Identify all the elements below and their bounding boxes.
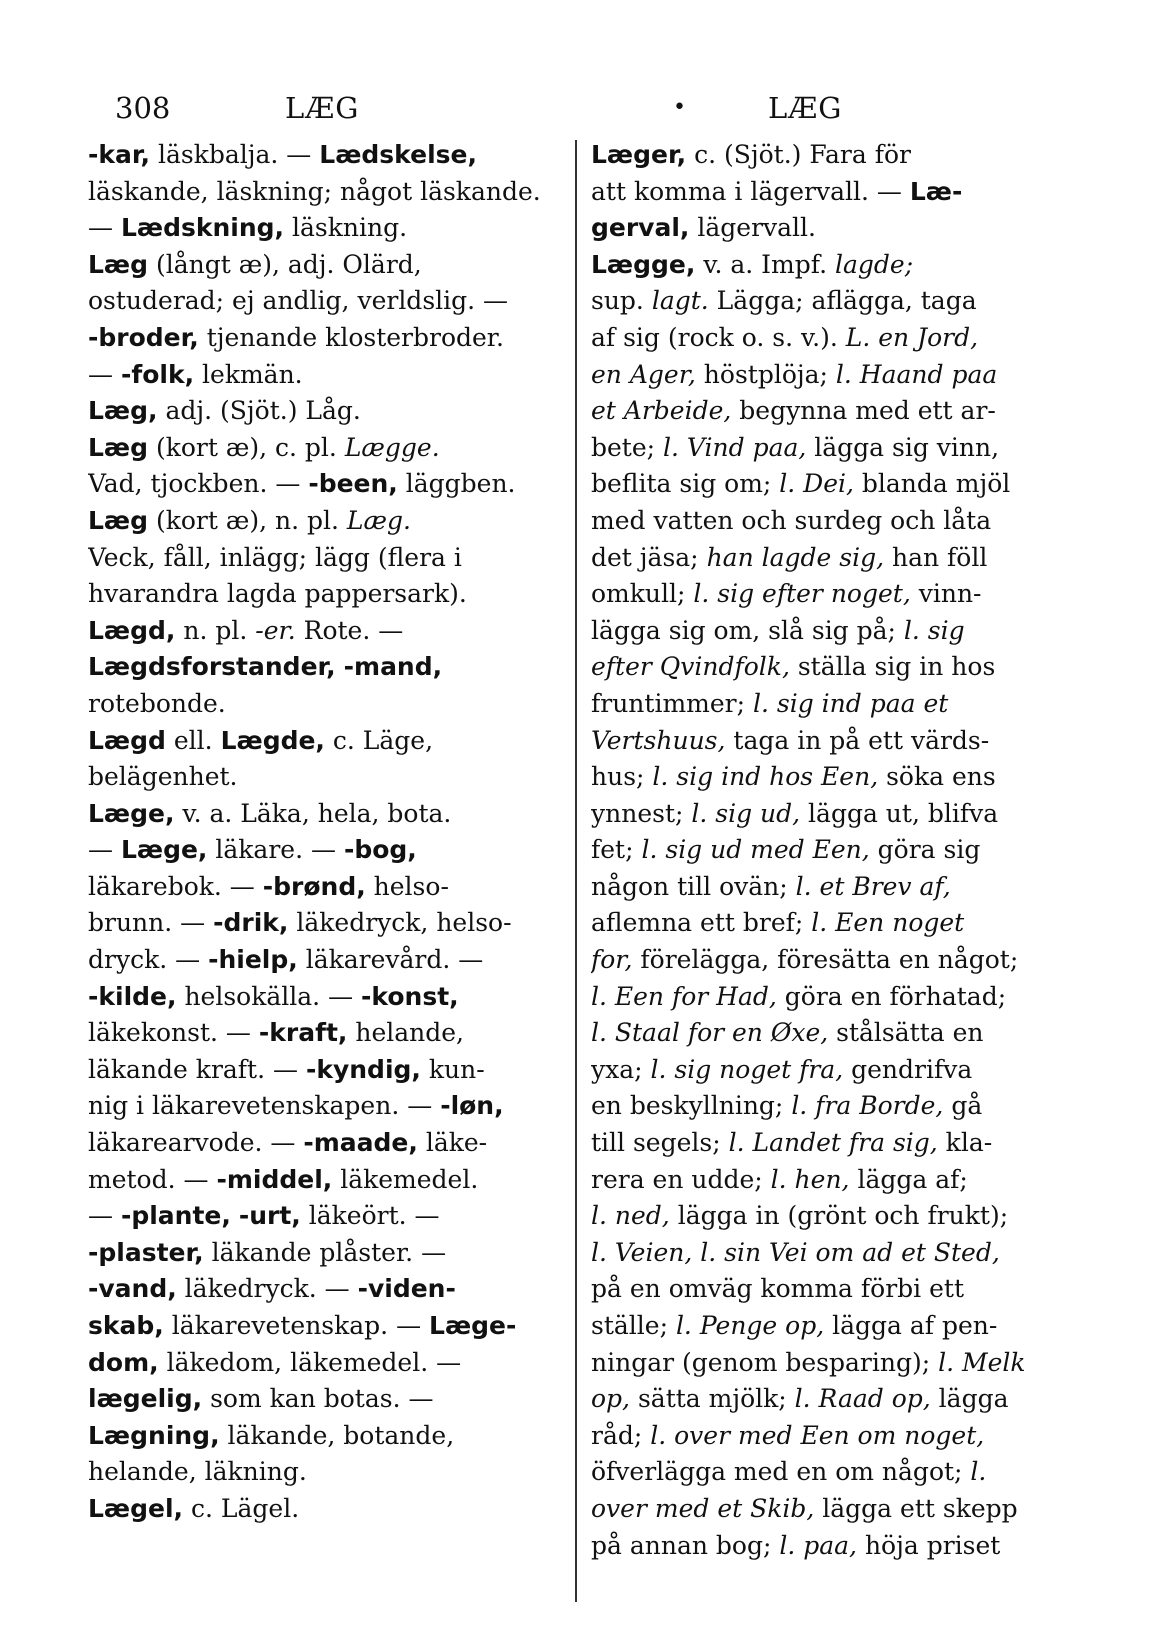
dictionary-line [88, 357, 563, 394]
definition-text: ell. [165, 725, 221, 755]
definition-text: ställa sig in hos [789, 652, 996, 682]
italic-phrase: l. fra Borde, [791, 1091, 944, 1121]
definition-text: höstplöja; [695, 359, 836, 389]
dictionary-line [591, 540, 1073, 577]
definition-text: dryck. — [88, 945, 209, 975]
dictionary-line [88, 1162, 563, 1199]
dictionary-line [591, 466, 1073, 503]
dictionary-line [591, 1345, 1073, 1382]
italic-phrase: l. Veien, [591, 1237, 693, 1267]
definition-text: rotebonde. [88, 688, 226, 718]
italic-phrase: l. over med Een om noget, [650, 1420, 985, 1450]
definition-text: nig i läkarevetenskapen. — [88, 1091, 441, 1121]
definition-text: han föll [884, 542, 988, 572]
definition-text: en beskyllning; [591, 1091, 792, 1121]
dictionary-line [591, 723, 1073, 760]
definition-text: gå [943, 1091, 983, 1121]
dictionary-line [591, 979, 1073, 1016]
definition-text: att komma i lägervall. — [591, 176, 910, 206]
headword: Lægde, [220, 725, 325, 755]
italic-phrase: -er. [255, 615, 296, 645]
definition-text: på annan bog; [591, 1530, 780, 1560]
definition-text: på en omväg komma förbi ett [591, 1274, 964, 1304]
headword: -middel, [216, 1164, 333, 1194]
definition-text: till segels; [591, 1128, 729, 1158]
headword: Læg [88, 505, 149, 535]
dictionary-line [591, 686, 1073, 723]
definition-text: ställe; [591, 1311, 676, 1340]
headword: -brønd, [262, 871, 366, 901]
definition-text: omkull; [591, 579, 694, 609]
dictionary-line [88, 759, 563, 796]
italic-phrase: lagt. [651, 286, 709, 316]
headword: dom, [88, 1347, 159, 1377]
definition-text: taga in på ett värds- [725, 725, 990, 755]
right-column [591, 137, 1073, 1564]
dictionary-line [88, 1454, 563, 1491]
headword: -vand, [88, 1274, 177, 1304]
definition-text: läkarebok. — [88, 871, 263, 901]
dictionary-line [88, 723, 563, 760]
dictionary-line [591, 1088, 1073, 1125]
definition-text: som kan botas. — [202, 1384, 434, 1414]
headword: -mand, [343, 652, 443, 682]
definition-text: helso- [365, 871, 449, 901]
italic-phrase: l. [970, 1457, 987, 1487]
definition-text: hvarandra lagda pappersark). [88, 579, 467, 609]
definition-text: hus; [591, 762, 653, 792]
definition-text: sätta mjölk; [630, 1384, 795, 1414]
definition-text: läskande, läskning; något läskande. [88, 176, 541, 206]
headword: -kraft, [258, 1018, 348, 1048]
definition-text: helsokälla. — [176, 981, 362, 1011]
italic-phrase: l. sig ud med Een, [641, 835, 870, 865]
definition-text: aflemna ett bref; [591, 908, 812, 938]
running-head-left: LÆG [285, 91, 360, 125]
definition-text: läkekonst. — [88, 1018, 259, 1048]
definition-text: ostuderad; ej andlig, verldslig. — [88, 286, 509, 316]
headword: -plaster, [88, 1237, 204, 1267]
headword: Læg [88, 432, 149, 462]
definition-text: lägga ut, blifva [800, 798, 999, 828]
dictionary-line [591, 759, 1073, 796]
dictionary-line [88, 1418, 563, 1455]
dictionary-line [88, 1052, 563, 1089]
definition-text: stålsätta en [828, 1018, 984, 1048]
definition-text: lägga [930, 1384, 1009, 1414]
headword: Lægdsforstander, [88, 652, 336, 682]
dictionary-line [591, 320, 1073, 357]
dictionary-line [88, 1381, 563, 1418]
headword: -kilde, [88, 981, 177, 1011]
definition-text: beflita sig om; [591, 469, 780, 499]
dictionary-line [88, 1198, 563, 1235]
dictionary-line [591, 283, 1073, 320]
dictionary-line [88, 503, 563, 540]
dictionary-line [88, 1491, 563, 1528]
headword: Lægd [88, 725, 166, 755]
definition-text: lägga ett skepp [814, 1493, 1018, 1523]
italic-phrase: l. Melk [938, 1347, 1026, 1377]
definition-text: läskning. [284, 213, 408, 243]
dictionary-line [88, 320, 563, 357]
dictionary-line [88, 832, 563, 869]
definition-text: läkemedel. [332, 1164, 479, 1194]
dictionary-line [88, 1015, 563, 1052]
headword: -hielp, [208, 945, 298, 975]
definition-text: adj. (Sjöt.) Låg. [157, 396, 361, 426]
header-mark: • [673, 95, 686, 120]
definition-text: — [88, 213, 121, 243]
dictionary-line [591, 210, 1073, 247]
dictionary-line [88, 1345, 563, 1382]
dictionary-line [591, 1454, 1073, 1491]
dictionary-line [591, 613, 1073, 650]
italic-phrase: l. Vind paa, [663, 432, 807, 462]
dictionary-line [591, 869, 1073, 906]
definition-text: v. a. Impf. [695, 249, 836, 279]
headword: Læge, [88, 798, 175, 828]
definition-text: Lägga; aflägga, taga [708, 286, 977, 316]
dictionary-line [591, 357, 1073, 394]
definition-text: läggben. [397, 469, 516, 499]
definition-text: — [88, 1201, 121, 1231]
definition-text: (långt æ), adj. Olärd, [148, 249, 422, 279]
definition-text: sup. [591, 286, 652, 316]
definition-text: ningar (genom besparing); [591, 1347, 939, 1377]
dictionary-line [591, 1052, 1073, 1089]
definition-text: c. Läge, [324, 725, 434, 755]
headword: Læg [88, 249, 149, 279]
dictionary-line [88, 210, 563, 247]
italic-phrase: l. Dei, [779, 469, 854, 499]
definition-text: lägervall. [689, 213, 816, 243]
italic-phrase: han lagde sig, [706, 542, 885, 572]
definition-text: läkarevård. — [297, 945, 484, 975]
dictionary-line [88, 1235, 563, 1272]
definition-text: läkande, botande, [219, 1420, 455, 1450]
headword: Lægel, [88, 1493, 184, 1523]
headword: -løn, [440, 1091, 504, 1121]
italic-phrase: l. hen, [770, 1164, 850, 1194]
italic-phrase: for, [591, 945, 633, 975]
definition-text: läkedryck. — [176, 1274, 358, 1304]
definition-text: läkedom, läkemedel. — [158, 1347, 462, 1377]
headword: -konst, [361, 981, 459, 1011]
dictionary-line [591, 247, 1073, 284]
headword: -been, [308, 469, 398, 499]
dictionary-line [591, 1162, 1073, 1199]
definition-text: fet; [591, 835, 642, 865]
italic-phrase: l. sin Vei om ad et Sted, [700, 1237, 1000, 1267]
definition-text: fruntimmer; [591, 688, 753, 718]
definition-text: tjenande klosterbroder. [198, 322, 504, 352]
headword: Læge- [429, 1311, 517, 1340]
italic-phrase: l. sig ind hos Een, [652, 762, 879, 792]
headword: Lægd, [88, 615, 176, 645]
definition-text: höja priset [857, 1530, 1001, 1560]
dictionary-line [88, 869, 563, 906]
headword: -urt, [238, 1201, 301, 1231]
dictionary-line [591, 832, 1073, 869]
italic-phrase: lagde; [835, 249, 914, 279]
dictionary-line [88, 1125, 563, 1162]
definition-text: läkedryck, helso- [288, 908, 512, 938]
definition-text: belägenhet. [88, 762, 238, 792]
column-divider [575, 140, 577, 1602]
italic-phrase: Lægge. [344, 432, 440, 462]
headword: Lædskning, [120, 213, 285, 243]
dictionary-line [88, 393, 563, 430]
italic-phrase: l. Penge op, [675, 1311, 825, 1340]
definition-text: läke- [417, 1128, 488, 1158]
definition-text: bete; [591, 432, 664, 462]
italic-phrase: l. Landet fra sig, [728, 1128, 938, 1158]
italic-phrase: en Ager, [591, 359, 696, 389]
italic-phrase: l. paa, [779, 1530, 857, 1560]
dictionary-line [591, 430, 1073, 467]
definition-text: kun- [420, 1054, 485, 1084]
definition-text: kla- [937, 1128, 993, 1158]
italic-phrase: l. et Brev af, [795, 871, 951, 901]
italic-phrase: Vertshuus, [591, 725, 726, 755]
dictionary-line [88, 540, 563, 577]
dictionary-line [591, 137, 1073, 174]
definition-text: (kort æ), c. pl. [148, 432, 345, 462]
definition-text: med vatten och surdeg och låta [591, 505, 992, 535]
dictionary-line [88, 979, 563, 1016]
definition-text: någon till ovän; [591, 871, 796, 901]
definition-text: rera en udde; [591, 1164, 771, 1194]
italic-phrase: l. Raad op, [794, 1384, 931, 1414]
definition-text: blanda mjöl [853, 469, 1011, 499]
headword: -kar, [88, 140, 151, 169]
headword: -drik, [213, 908, 289, 938]
definition-text [231, 1201, 239, 1230]
headword: lægelig, [88, 1384, 203, 1414]
dictionary-line [88, 247, 563, 284]
headword: gerval, [591, 213, 690, 243]
definition-text: lekmän. [194, 359, 303, 389]
italic-phrase: l. Staal for en Øxe, [591, 1018, 829, 1048]
definition-text: läkande plåster. — [203, 1237, 447, 1267]
definition-text: c. (Sjöt.) Fara för [686, 140, 911, 169]
headword: Lægning, [88, 1420, 220, 1450]
definition-text: — [88, 359, 121, 389]
italic-phrase: l. Een for Had, [591, 981, 777, 1011]
italic-phrase: L. en Jord, [845, 322, 979, 352]
dictionary-line [591, 1271, 1073, 1308]
definition-text: läkare. — [207, 835, 344, 865]
dictionary-line [591, 649, 1073, 686]
dictionary-line [591, 1198, 1073, 1235]
dictionary-line [88, 796, 563, 833]
dictionary-line [591, 174, 1073, 211]
headword: Lædskelse, [319, 140, 477, 169]
definition-text: helande, [347, 1018, 464, 1048]
definition-text: n. pl. [175, 615, 256, 645]
dictionary-line [591, 1015, 1073, 1052]
italic-phrase: l. sig ind paa et [752, 688, 949, 718]
running-head-right: LÆG [768, 91, 843, 125]
headword: Læge, [120, 835, 208, 865]
left-column [88, 137, 563, 1528]
italic-phrase: l. sig efter noget, [693, 579, 911, 609]
dictionary-line [88, 283, 563, 320]
definition-text: göra sig [869, 835, 981, 865]
dictionary-line [591, 942, 1073, 979]
headword: Læ- [909, 176, 963, 206]
definition-text: öfverlägga med en om något; [591, 1457, 971, 1487]
dictionary-line [88, 466, 563, 503]
definition-text: yxa; [591, 1054, 651, 1084]
dictionary-line [88, 942, 563, 979]
italic-phrase: efter Qvindfolk, [591, 652, 790, 682]
definition-text: råd; [591, 1420, 651, 1450]
definition-text: lägga in (grönt och frukt); [669, 1201, 1009, 1231]
italic-phrase: op, [591, 1384, 631, 1414]
dictionary-line [591, 905, 1073, 942]
dictionary-line [591, 1308, 1073, 1345]
italic-phrase: over med et Skib, [591, 1493, 815, 1523]
dictionary-line [88, 1088, 563, 1125]
definition-text: metod. — [88, 1164, 217, 1194]
dictionary-line [88, 1308, 563, 1345]
definition-text: läkeört. — [300, 1201, 440, 1231]
dictionary-line [591, 1528, 1073, 1565]
definition-text: Vad, tjockben. — [88, 469, 309, 499]
definition-text: det jäsa; [591, 542, 707, 572]
italic-phrase: l. ned, [591, 1201, 670, 1231]
headword: Læg, [88, 396, 158, 426]
dictionary-line [88, 174, 563, 211]
definition-text: läkarevetenskap. — [163, 1311, 430, 1340]
dictionary-line [591, 393, 1073, 430]
headword: -bog, [343, 835, 417, 865]
page-number: 308 [115, 91, 171, 125]
headword: -viden- [357, 1274, 456, 1304]
definition-text: gendrifva [843, 1054, 973, 1084]
italic-phrase: et Arbeide, [591, 396, 732, 426]
page-header [0, 88, 1152, 128]
definition-text [336, 652, 344, 681]
definition-text: — [88, 835, 121, 865]
definition-text: (kort æ), n. pl. [148, 505, 347, 535]
definition-text: läskbalja. — [150, 140, 320, 169]
dictionary-line [591, 1418, 1073, 1455]
headword: Lægge, [591, 249, 696, 279]
dictionary-line [591, 1381, 1073, 1418]
dictionary-line [88, 905, 563, 942]
italic-phrase: l. sig ud, [691, 798, 801, 828]
dictionary-line [591, 503, 1073, 540]
definition-text: söka ens [878, 762, 996, 792]
dictionary-line [88, 649, 563, 686]
italic-phrase: Læg. [346, 505, 411, 535]
definition-text: c. Lägel. [183, 1493, 300, 1523]
dictionary-line [88, 430, 563, 467]
definition-text: Veck, fåll, inlägg; lägg (flera i [88, 542, 462, 572]
dictionary-line [88, 576, 563, 613]
definition-text: vinn- [910, 579, 982, 609]
definition-text: ynnest; [591, 798, 692, 828]
italic-phrase: l. sig [903, 615, 965, 645]
dictionary-line [88, 1271, 563, 1308]
headword: Læger, [591, 140, 687, 169]
definition-text: lägga sig vinn, [806, 432, 1000, 462]
definition-text: läkarearvode. — [88, 1128, 304, 1158]
dictionary-line [88, 613, 563, 650]
italic-phrase: l. sig noget fra, [650, 1054, 844, 1084]
definition-text: helande, läkning. [88, 1457, 307, 1487]
italic-phrase: l. Haand paa [835, 359, 998, 389]
definition-text: Rote. — [295, 615, 404, 645]
headword: -maade, [303, 1128, 418, 1158]
definition-text: förelägga, föresätta en något; [632, 945, 1019, 975]
headword: -kyndig, [305, 1054, 421, 1084]
definition-text: läkande kraft. — [88, 1054, 306, 1084]
headword: -folk, [120, 359, 195, 389]
headword: -plante, [120, 1201, 231, 1231]
dictionary-line [88, 686, 563, 723]
dictionary-line [88, 137, 563, 174]
headword: skab, [88, 1311, 164, 1340]
definition-text: göra en förhatad; [776, 981, 1007, 1011]
definition-text: brunn. — [88, 908, 214, 938]
dictionary-line [591, 1235, 1073, 1272]
definition-text: lägga af pen- [824, 1311, 998, 1340]
definition-text: begynna med ett ar- [731, 396, 996, 426]
dictionary-line [591, 796, 1073, 833]
dictionary-line [591, 1491, 1073, 1528]
definition-text: lägga af; [849, 1164, 968, 1194]
italic-phrase: l. Een noget [811, 908, 965, 938]
definition-text: af sig (rock o. s. v.). [591, 322, 846, 352]
definition-text: v. a. Läka, hela, bota. [174, 798, 452, 828]
definition-text: lägga sig om, slå sig på; [591, 615, 904, 645]
dictionary-line [591, 1125, 1073, 1162]
dictionary-line [591, 576, 1073, 613]
headword: -broder, [88, 322, 199, 352]
